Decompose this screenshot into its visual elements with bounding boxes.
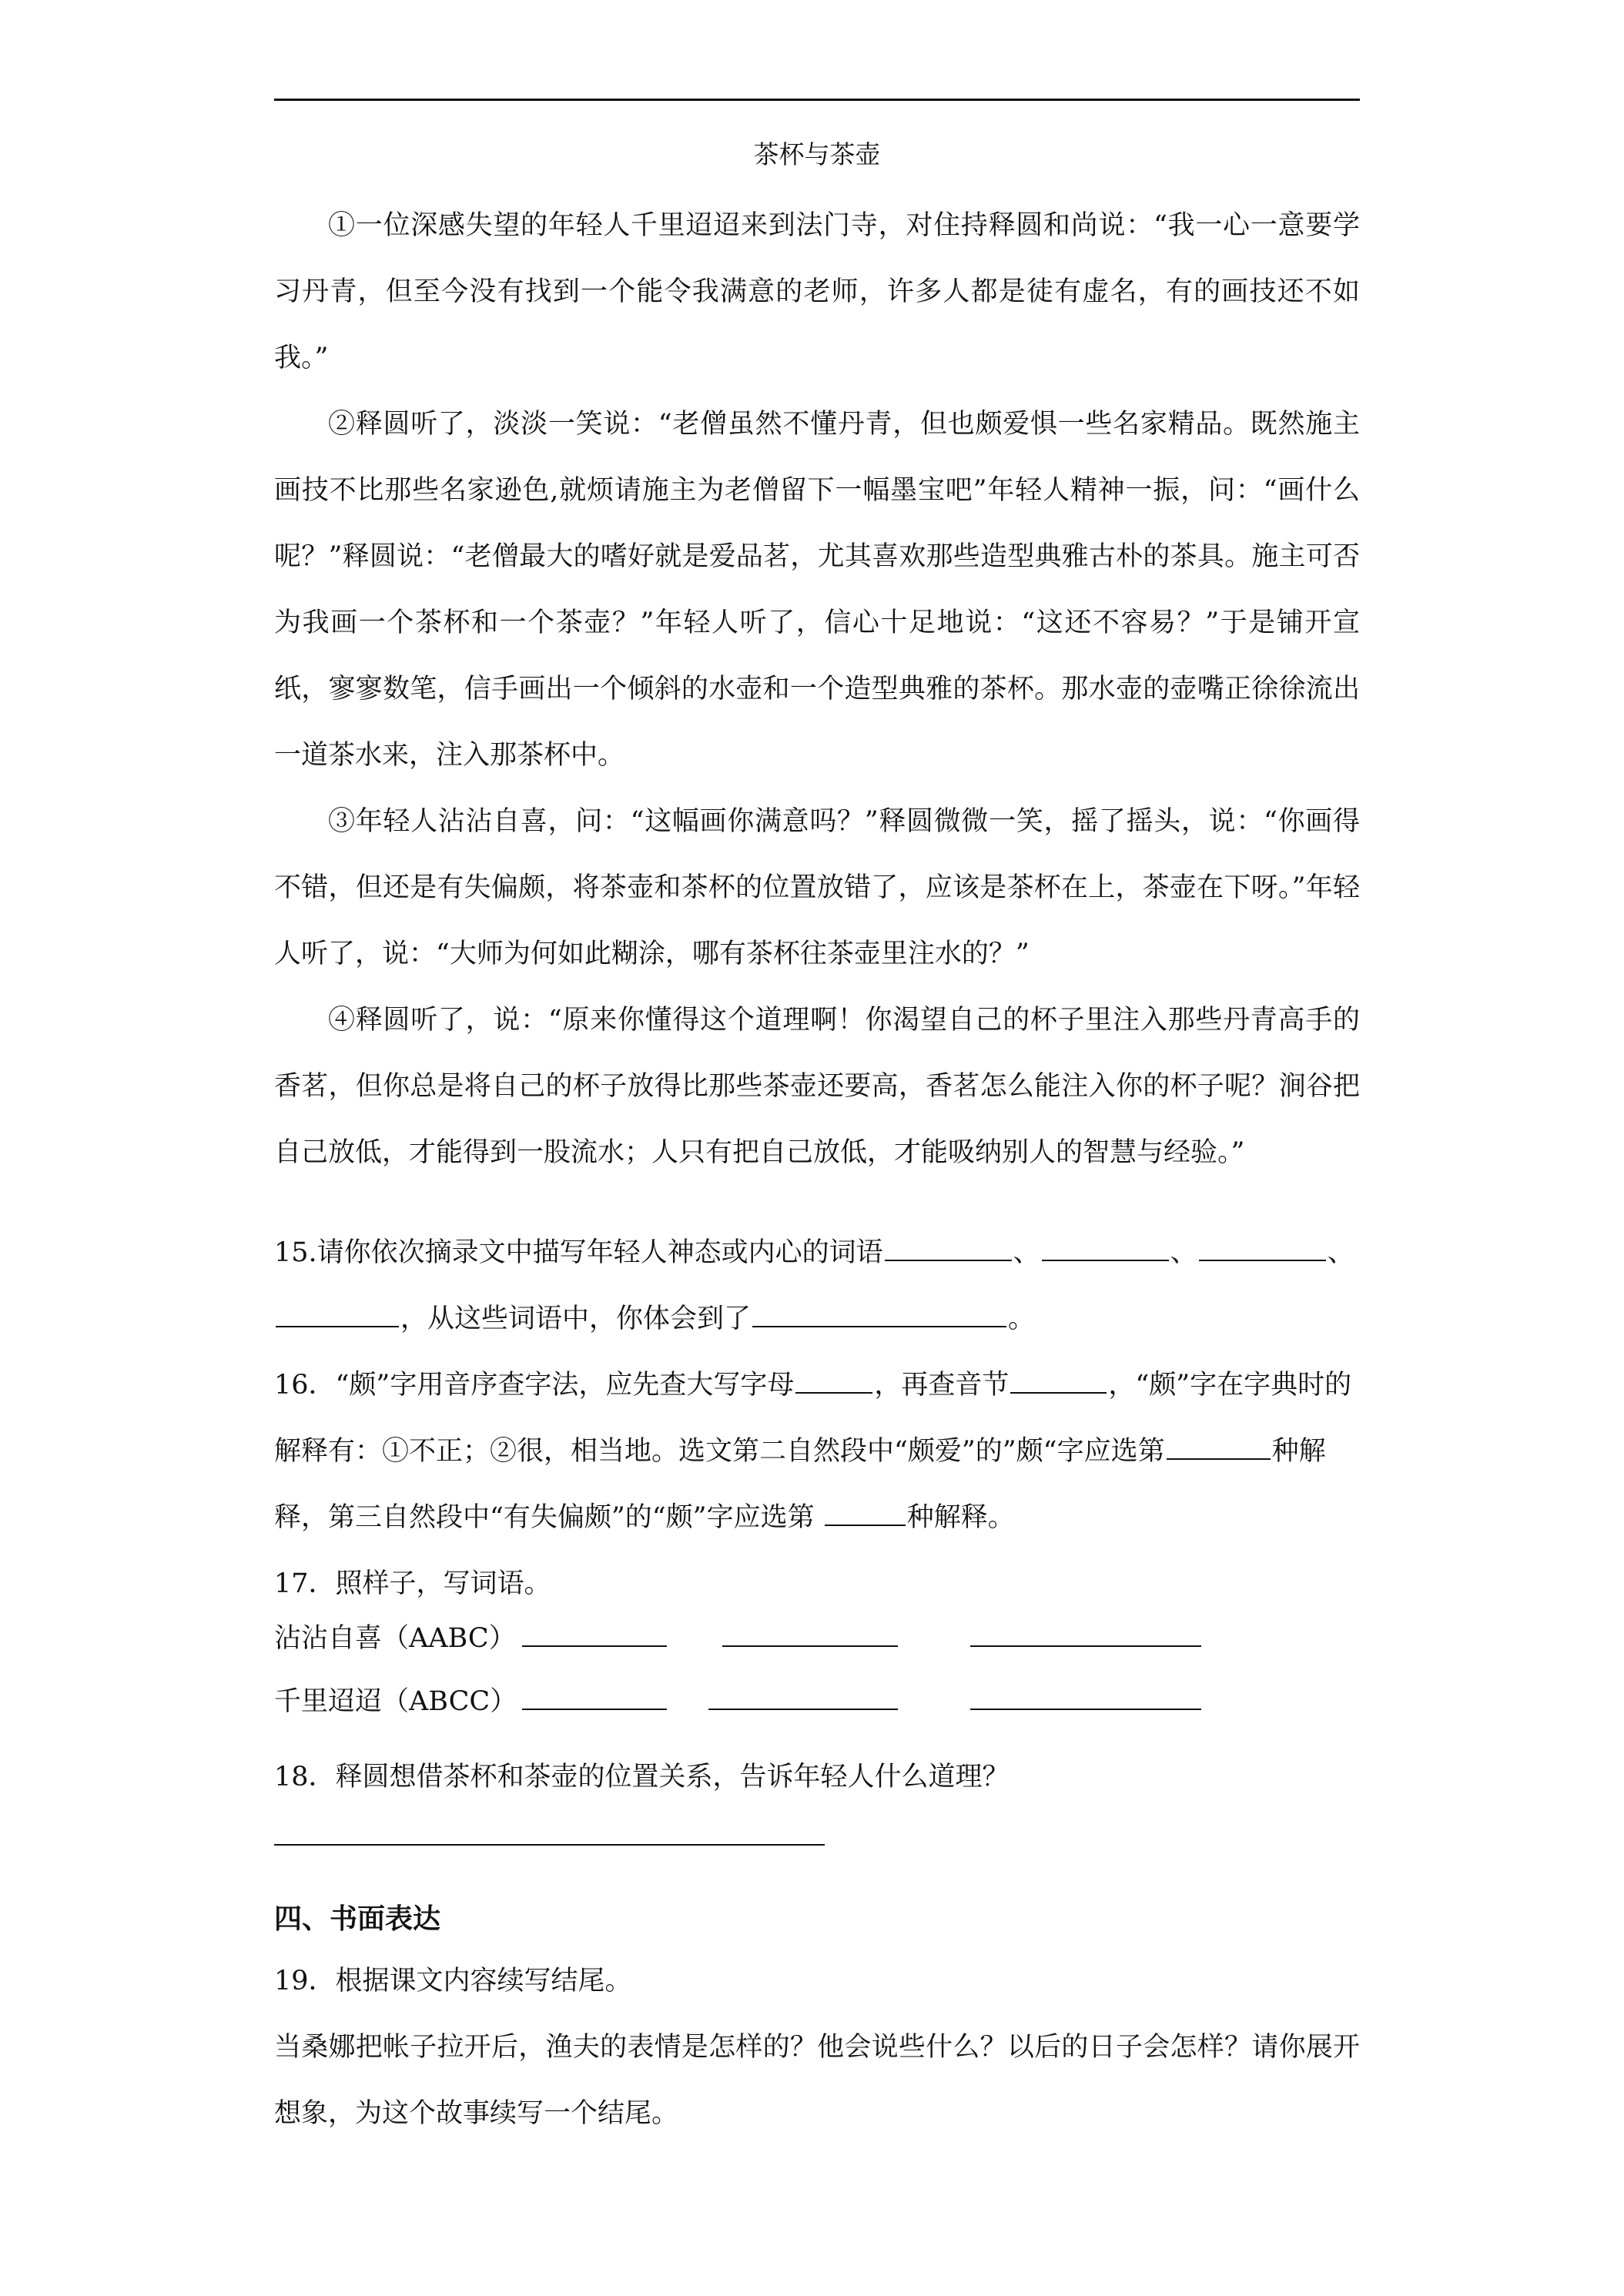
question-15: 15.请你依次摘录文中描写年轻人神态或内心的词语 、 、 、，从这些词语中，你体会到了 。 <box>274 1220 1360 1352</box>
q16-blank-meaning-1[interactable] <box>1167 1432 1271 1460</box>
passage-title: 茶杯与茶壶 <box>753 139 881 169</box>
q16-blank-syllable[interactable] <box>1010 1366 1107 1394</box>
question-16: 16．“颇”字用音序查字法，应先查大写字母 ，再查音节 ，“颇”字在字典时的解释有：①不正；②很，相当地。选文第二自然段中“颇爱”的”颇“字应选第 种解释，第三自然段中“有失偏颇”的“颇”字应选第 种解释。 <box>274 1352 1360 1551</box>
q17-abcc-blank-2[interactable] <box>708 1682 898 1710</box>
q16-text-a: 16．“颇”字用音序查字法，应先查大写字母 <box>274 1370 795 1401</box>
q17-aabc-blank-3[interactable] <box>970 1619 1201 1647</box>
paragraph-1: ①一位深感失望的年轻人千里迢迢来到法门寺，对住持释圆和尚说：“我一心一意要学习丹青，但至今没有找到一个能令我满意的老师，许多人都是徒有虚名，有的画技还不如我。” <box>274 210 1360 373</box>
q17-abcc-blank-3[interactable] <box>970 1682 1201 1710</box>
q18-answer-line[interactable] <box>274 1844 825 1846</box>
question-18-prompt: 18．释圆想借茶杯和茶壶的位置关系，告诉年轻人什么道理？ <box>274 1762 1010 1792</box>
q16-blank-meaning-2[interactable] <box>825 1498 906 1526</box>
q17-aabc-blank-1[interactable] <box>522 1619 667 1647</box>
paragraph-3: ③年轻人沾沾自喜，问：“这幅画你满意吗？”释圆微微一笑，摇了摇头，说：“你画得不错，但还是有失偏颇，将茶壶和茶杯的位置放错了，应该是茶杯在上，茶壶在下呀。”年轻人听了，说：“大师为何如此糊涂，哪有茶杯往茶壶里注水的？” <box>274 806 1360 969</box>
q15-blank-4[interactable] <box>276 1300 399 1327</box>
paragraph-4: ④释圆听了，说：“原来你懂得这个道理啊！你渴望自己的杯子里注入那些丹青高手的香茗，但你总是将自己的杯子放得比那些茶壶还要高，香茗怎么能注入你的杯子呢？涧谷把自己放低，才能得到一股流水；人只有把自己放低，才能吸纳别人的智慧与经验。” <box>274 1005 1360 1168</box>
question-19-body: 当桑娜把帐子拉开后，渔夫的表情是怎样的？他会说些什么？以后的日子会怎样？请你展开想象，为这个故事续写一个结尾。 <box>274 2032 1360 2129</box>
q15-blank-2[interactable] <box>1042 1233 1169 1261</box>
q15-text: 15.请你依次摘录文中描写年轻人神态或内心的词语 <box>274 1237 883 1268</box>
q17-label-abcc: 千里迢迢（ABCC） <box>274 1686 517 1717</box>
header-rule <box>274 99 1360 101</box>
q15-blank-5[interactable] <box>752 1300 1006 1327</box>
q17-abcc-blank-1[interactable] <box>522 1682 667 1710</box>
q16-blank-letter[interactable] <box>795 1366 872 1394</box>
q17-aabc-blank-2[interactable] <box>722 1619 898 1647</box>
q15-blank-1[interactable] <box>885 1233 1012 1261</box>
q17-row-abcc <box>274 1678 1203 1725</box>
section-heading-writing: 四、书面表达 <box>274 1903 441 1935</box>
q17-label-aabc: 沾沾自喜（AABC） <box>274 1623 516 1654</box>
question-17-prompt: 17．照样子，写词语。 <box>274 1568 551 1599</box>
paragraph-2: ②释圆听了，淡淡一笑说：“老僧虽然不懂丹青，但也颇爱惧一些名家精品。既然施主画技不比那些名家逊色,就烦请施主为老僧留下一幅墨宝吧”年轻人精神一振，问：“画什么呢？”释圆说：“老僧最大的嗜好就是爱品茗，尤其喜欢那些造型典雅古朴的茶具。施主可否为我画一个茶杯和一个茶壶？”年轻人听了，信心十足地说：“这还不容易？”于是铺开宣纸，寥寥数笔，信手画出一个倾斜的水壶和一个造型典雅的茶杯。那水壶的壶嘴正徐徐流出一道茶水来，注入那茶杯中。 <box>274 409 1360 771</box>
q15-blank-3[interactable] <box>1199 1233 1326 1261</box>
q17-row-aabc <box>274 1615 1203 1662</box>
question-19-prompt: 19．根据课文内容续写结尾。 <box>274 1966 632 1996</box>
